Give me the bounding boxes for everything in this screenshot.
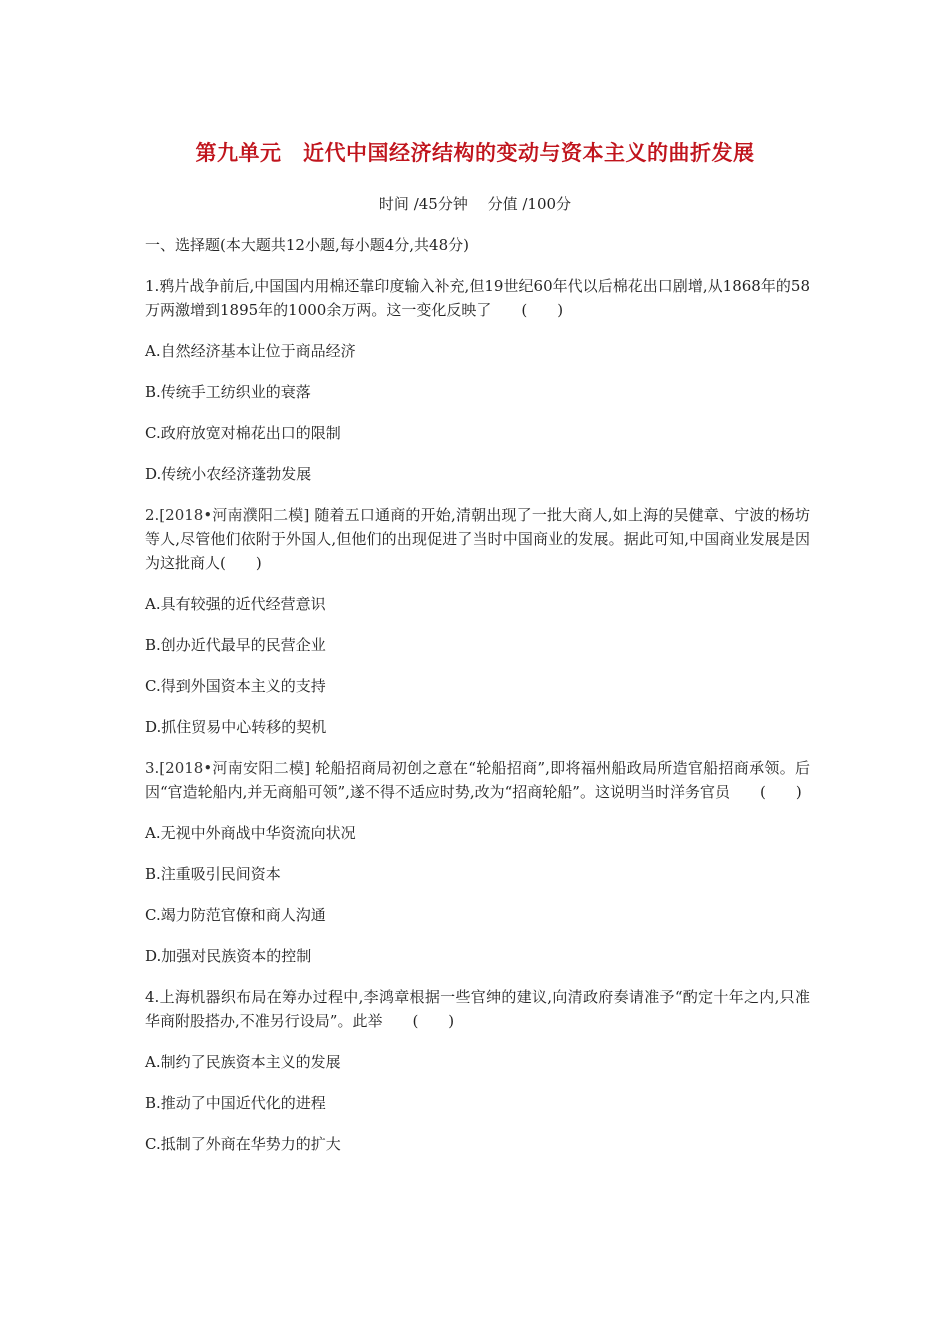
option-c: C.竭力防范官僚和商人沟通	[145, 906, 326, 924]
option-b: B.注重吸引民间资本	[145, 865, 281, 883]
question-text: 1.鸦片战争前后,中国国内用棉还靠印度输入补充,但19世纪60年代以后棉花出口剧增,从1868年的58万两激增到1895年的1000余万两。这一变化反映了	[145, 277, 810, 319]
answer-paren: ( )	[491, 301, 564, 319]
answer-paren: ( )	[220, 554, 262, 572]
question-source: 3.[2018•河南安阳二模]	[145, 759, 311, 777]
option-a: A.制约了民族资本主义的发展	[145, 1053, 341, 1071]
question-stem	[145, 756, 810, 804]
option-d: D.抓住贸易中心转移的契机	[145, 718, 327, 736]
option-d: D.传统小农经济蓬勃发展	[145, 465, 312, 483]
option-b: B.传统手工纺织业的衰落	[145, 383, 311, 401]
exam-meta: 时间 /45分钟 分值 /100分	[378, 195, 572, 213]
option-a: A.自然经济基本让位于商品经济	[145, 342, 356, 360]
question-text: 轮船招商局初创之意在“轮船招商”,即将福州船政局所造官船招商承领。后因“官造轮船内,并无商船可领”,遂不得不适应时势,改为“招商轮船”。这说明当时洋务官员	[145, 759, 810, 801]
question-3	[145, 756, 810, 968]
question-4	[145, 985, 810, 1156]
option-b: B.创办近代最早的民营企业	[145, 636, 326, 654]
question-1	[145, 274, 810, 486]
option-c: C.政府放宽对棉花出口的限制	[145, 424, 341, 442]
answer-paren: ( )	[382, 1012, 455, 1030]
section-heading: 一、选择题(本大题共12小题,每小题4分,共48分)	[145, 236, 469, 254]
question-text: 随着五口通商的开始,清朝出现了一批大商人,如上海的吴健章、宁波的杨坊等人,尽管他们依附于外国人,但他们的出现促进了当时中国商业的发展。据此可知,中国商业发展是因为这批商人	[145, 506, 810, 572]
option-b: B.推动了中国近代化的进程	[145, 1094, 326, 1112]
answer-paren: ( )	[729, 783, 802, 801]
option-a: A.无视中外商战中华资流向状况	[145, 824, 356, 842]
question-text: 4.上海机器织布局在筹办过程中,李鸿章根据一些官绅的建议,向清政府奏请准予“酌定十年之内,只准华商附股搭办,不准另行设局”。此举	[145, 988, 810, 1030]
question-stem	[145, 503, 810, 575]
option-a: A.具有较强的近代经营意识	[145, 595, 326, 613]
option-d: D.加强对民族资本的控制	[145, 947, 312, 965]
option-c: C.得到外国资本主义的支持	[145, 677, 326, 695]
option-c: C.抵制了外商在华势力的扩大	[145, 1135, 341, 1153]
question-2	[145, 503, 810, 739]
question-stem	[145, 274, 810, 322]
question-stem	[145, 985, 810, 1033]
question-source: 2.[2018•河南濮阳二模]	[145, 506, 310, 524]
page-title: 第九单元 近代中国经济结构的变动与资本主义的曲折发展	[195, 141, 755, 165]
document-body	[145, 233, 810, 1173]
